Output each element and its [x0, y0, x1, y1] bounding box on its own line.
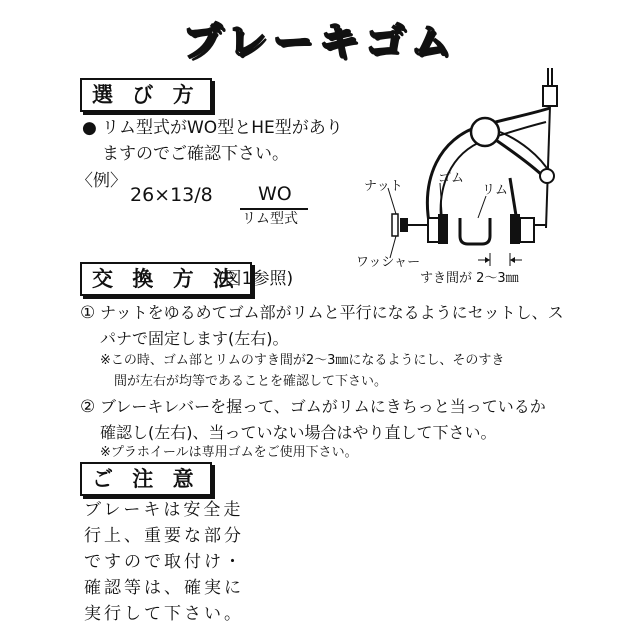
bullet: ● [82, 118, 97, 138]
figure-reference: (図1参照) [218, 269, 294, 289]
page-title: ブレーキゴム [182, 19, 457, 65]
step2-line-2: 確認し(左右)、当っていない場合はやり直して下さい。 [100, 423, 497, 442]
label-washer: ワッシャー [356, 255, 421, 270]
step2-line-1: ブレーキレバーを握って、ゴムがリムにきちっと当っているか [100, 397, 546, 416]
step1-line-2: パナで固定します(左右)。 [100, 329, 289, 348]
caution-line-3: ですので取付け・ [84, 552, 244, 572]
label-gap: すき間が 2〜3㎜ [420, 271, 519, 286]
step1-number: ① [80, 303, 96, 323]
caution-line-5: 実行して下さい。 [84, 604, 244, 624]
section-heading-caution: ご 注 意 [80, 462, 212, 496]
step2-note: ※プラホイールは専用ゴムをご使用下さい。 [100, 445, 358, 460]
example-code: WO [258, 183, 292, 205]
step2-number: ② [80, 397, 96, 417]
selection-line-1: リム型式がWO型とHE型があり [102, 118, 343, 138]
section-heading-replacement: 交 換 方 法 [80, 262, 252, 296]
label-rim: リム [482, 183, 509, 198]
caution-line-2: 行上、重要な部分 [84, 526, 244, 546]
example-size: 26×13/8 [130, 184, 213, 206]
selection-line-2: ますのでご確認下さい。 [102, 144, 289, 164]
section-heading-selection: 選 び 方 [80, 78, 212, 112]
caution-line-1: ブレーキは安全走 [84, 500, 244, 520]
step1-note-line-2: 間が左右が均等であることを確認して下さい。 [114, 374, 388, 389]
caution-text [84, 497, 244, 627]
example-label: 〈例〉 [76, 171, 127, 191]
caution-line-4: 確認等は、確実に [84, 578, 244, 598]
brake-diagram [350, 68, 580, 287]
label-gomu: ゴム [438, 171, 465, 186]
step1-line-1: ナットをゆるめてゴム部がリムと平行になるようにセットし、ス [100, 303, 564, 322]
label-nut: ナット [364, 179, 403, 194]
example-caption: リム型式 [242, 211, 298, 227]
step1-note-line-1: ※この時、ゴム部とリムのすき間が2〜3㎜になるようにし、そのすき [100, 353, 505, 368]
